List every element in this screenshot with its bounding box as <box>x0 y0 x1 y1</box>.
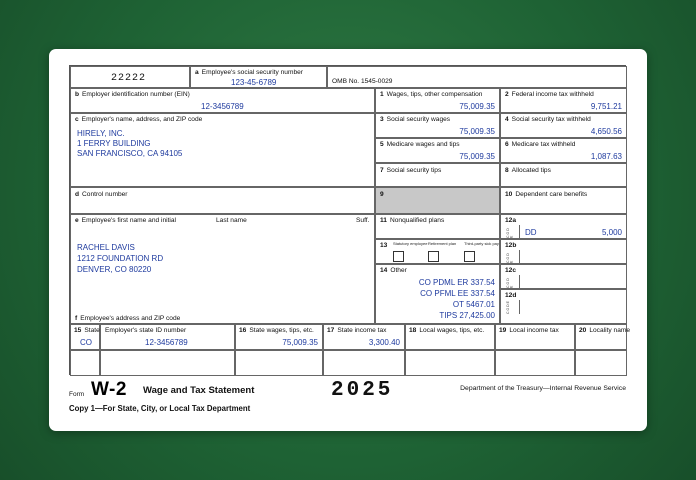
box-12a-value: 5,000 <box>601 228 622 237</box>
box-12c-code-label: C O D E <box>506 278 514 288</box>
box-1-label: Wages, tips, other compensation <box>386 91 483 98</box>
state-id-value: 12-3456789 <box>145 338 188 347</box>
statutory-checkbox[interactable] <box>393 251 404 262</box>
box-11-label: Nonqualified plans <box>389 217 445 224</box>
box-8-label: Allocated tips <box>511 167 551 174</box>
state-row-2-cell-2 <box>100 350 235 376</box>
box-14-line-4: TIPS 27,425.00 <box>439 311 495 320</box>
box-12c-num: 12c <box>505 267 517 274</box>
box-3-value: 75,009.35 <box>459 127 495 136</box>
box-12a-code-label: C O D E <box>506 228 514 238</box>
box-12d-code-label: C O D E <box>506 301 510 315</box>
omb-box <box>327 66 627 88</box>
box-16 <box>235 324 323 350</box>
employee-city: DENVER, CO 80220 <box>77 265 152 274</box>
box-15-label: State <box>84 327 100 334</box>
state-value: CO <box>80 338 92 347</box>
box-14-num: 14 <box>380 267 388 274</box>
box-18-num: 18 <box>409 327 417 334</box>
box-12a-divider <box>519 225 520 239</box>
box-5-value: 75,009.35 <box>459 152 495 161</box>
box-9 <box>375 187 500 214</box>
box-c-letter: c <box>75 116 79 123</box>
box-12a-code: DD <box>525 228 537 237</box>
box-8 <box>500 163 627 187</box>
box-16-label: State wages, tips, etc. <box>249 327 314 334</box>
employer-name: HIRELY, INC. <box>77 129 125 138</box>
control-code-box <box>70 66 190 88</box>
box-17-label: State income tax <box>337 327 387 334</box>
box-b-letter: b <box>75 91 80 98</box>
box-d-letter: d <box>75 191 80 198</box>
box-5-label: Medicare wages and tips <box>386 141 460 148</box>
box-16-value: 75,009.35 <box>282 338 318 347</box>
box-5-num: 5 <box>380 141 384 148</box>
box-1-value: 75,009.35 <box>459 102 495 111</box>
box-17-value: 3,300.40 <box>368 338 400 347</box>
box-b-label: Employer identification number (EIN) <box>82 91 190 98</box>
state-id-label: Employer's state ID number <box>105 327 187 334</box>
box-10-num: 10 <box>505 191 513 198</box>
suffix-label: Suff. <box>356 217 370 224</box>
box-c-label: Employer's name, address, and ZIP code <box>81 116 203 123</box>
box-11-num: 11 <box>380 217 387 224</box>
box-1 <box>375 88 500 113</box>
box-20-label: Locality name <box>589 327 631 334</box>
box-7 <box>375 163 500 187</box>
box-12b-divider <box>519 250 520 264</box>
box-12d-divider <box>519 300 520 314</box>
retirement-label: Retirement plan <box>428 241 457 246</box>
box-b <box>70 88 375 113</box>
ein-value: 12-3456789 <box>201 102 244 111</box>
state-row-2-cell-4 <box>323 350 405 376</box>
form-footer <box>69 379 626 419</box>
box-15-state <box>70 324 100 350</box>
box-14 <box>375 264 500 324</box>
box-12a <box>500 214 627 239</box>
box-12b-code-label: C O D E <box>506 253 514 263</box>
box-d <box>70 187 375 214</box>
box-a-label: Employee's social security number <box>201 69 303 76</box>
box-12b <box>500 239 627 264</box>
state-row-2-cell-6 <box>495 350 575 376</box>
box-12a-num: 12a <box>505 217 517 224</box>
box-13-num: 13 <box>380 242 388 249</box>
form-title: Wage and Tax Statement <box>143 385 255 396</box>
box-4-num: 4 <box>505 116 509 123</box>
box-11 <box>375 214 500 239</box>
state-row-2-cell-7 <box>575 350 627 376</box>
state-row-2-cell-5 <box>405 350 495 376</box>
retirement-checkbox[interactable] <box>428 251 439 262</box>
box-12c-divider <box>519 275 520 289</box>
box-14-label: Other <box>390 267 407 274</box>
box-20-num: 20 <box>579 327 587 334</box>
box-14-line-2: CO PFML EE 337.54 <box>420 289 495 298</box>
box-12d <box>500 289 627 324</box>
box-18 <box>405 324 495 350</box>
state-row-2-cell-3 <box>235 350 323 376</box>
box-2 <box>500 88 627 113</box>
box-10 <box>500 187 627 214</box>
box-18-label: Local wages, tips, etc. <box>419 327 485 334</box>
box-a-letter: a <box>195 69 199 76</box>
box-15-num: 15 <box>74 327 82 334</box>
box-c <box>70 113 375 187</box>
box-15-state-id <box>100 324 235 350</box>
box-3-label: Social security wages <box>386 116 451 123</box>
form-name: W-2 <box>91 379 127 400</box>
box-19 <box>495 324 575 350</box>
box-14-line-3: OT 5467.01 <box>452 300 495 309</box>
box-14-line-1: CO PDML ER 337.54 <box>418 278 495 287</box>
w2-form <box>69 65 631 375</box>
box-3 <box>375 113 500 138</box>
box-13 <box>375 239 500 264</box>
box-20 <box>575 324 631 350</box>
w2-card <box>49 49 647 431</box>
employee-name: RACHEL DAVIS <box>77 243 135 252</box>
box-7-num: 7 <box>380 167 384 174</box>
box-d-label: Control number <box>82 191 128 198</box>
box-19-label: Local income tax <box>509 327 559 334</box>
copy-line: Copy 1—For State, City, or Local Tax Department <box>69 404 251 413</box>
box-a <box>190 66 327 88</box>
box-4 <box>500 113 627 138</box>
box-7-label: Social security tips <box>386 167 442 174</box>
box-4-label: Social security tax withheld <box>511 116 591 123</box>
control-code: 22222 <box>111 73 147 84</box>
box-e-label: Employee's first name and initial <box>81 217 177 224</box>
box-f-letter: f <box>75 315 78 322</box>
ssn-value: 123-45-6789 <box>231 78 277 87</box>
box-10-label: Dependent care benefits <box>515 191 588 198</box>
box-17-num: 17 <box>327 327 335 334</box>
box-2-value: 9,751.21 <box>590 102 622 111</box>
last-name-label: Last name <box>216 217 247 224</box>
box-6 <box>500 138 627 163</box>
box-8-num: 8 <box>505 167 509 174</box>
box-f-label: Employee's address and ZIP code <box>80 315 181 322</box>
employer-city: SAN FRANCISCO, CA 94105 <box>77 149 183 158</box>
employee-street: 1212 FOUNDATION RD <box>77 254 164 263</box>
agency: Department of the Treasury—Internal Revenue Service <box>460 385 626 392</box>
box-19-num: 19 <box>499 327 507 334</box>
box-3-num: 3 <box>380 116 384 123</box>
box-1-num: 1 <box>380 91 384 98</box>
box-6-label: Medicare tax withheld <box>511 141 576 148</box>
omb-number: OMB No. 1545-0029 <box>332 78 393 85</box>
box-5 <box>375 138 500 163</box>
statutory-label: Statutory employee <box>393 241 428 246</box>
employer-street: 1 FERRY BUILDING <box>77 139 151 148</box>
state-row-2-cell-1 <box>70 350 100 376</box>
box-2-num: 2 <box>505 91 509 98</box>
box-6-value: 1,087.63 <box>590 152 622 161</box>
box-e-f <box>70 214 375 324</box>
box-2-label: Federal income tax withheld <box>511 91 594 98</box>
tax-year: 2025 <box>331 379 394 402</box>
box-6-num: 6 <box>505 141 509 148</box>
thirdparty-checkbox[interactable] <box>464 251 475 262</box>
box-12c <box>500 264 627 289</box>
box-12b-num: 12b <box>505 242 517 249</box>
thirdparty-label: Third-party sick pay <box>464 241 499 246</box>
form-word: Form <box>69 391 85 398</box>
box-9-num: 9 <box>380 191 384 198</box>
box-e-letter: e <box>75 217 79 224</box>
box-17 <box>323 324 405 350</box>
box-16-num: 16 <box>239 327 247 334</box>
box-12d-num: 12d <box>505 292 517 299</box>
box-4-value: 4,650.56 <box>590 127 622 136</box>
